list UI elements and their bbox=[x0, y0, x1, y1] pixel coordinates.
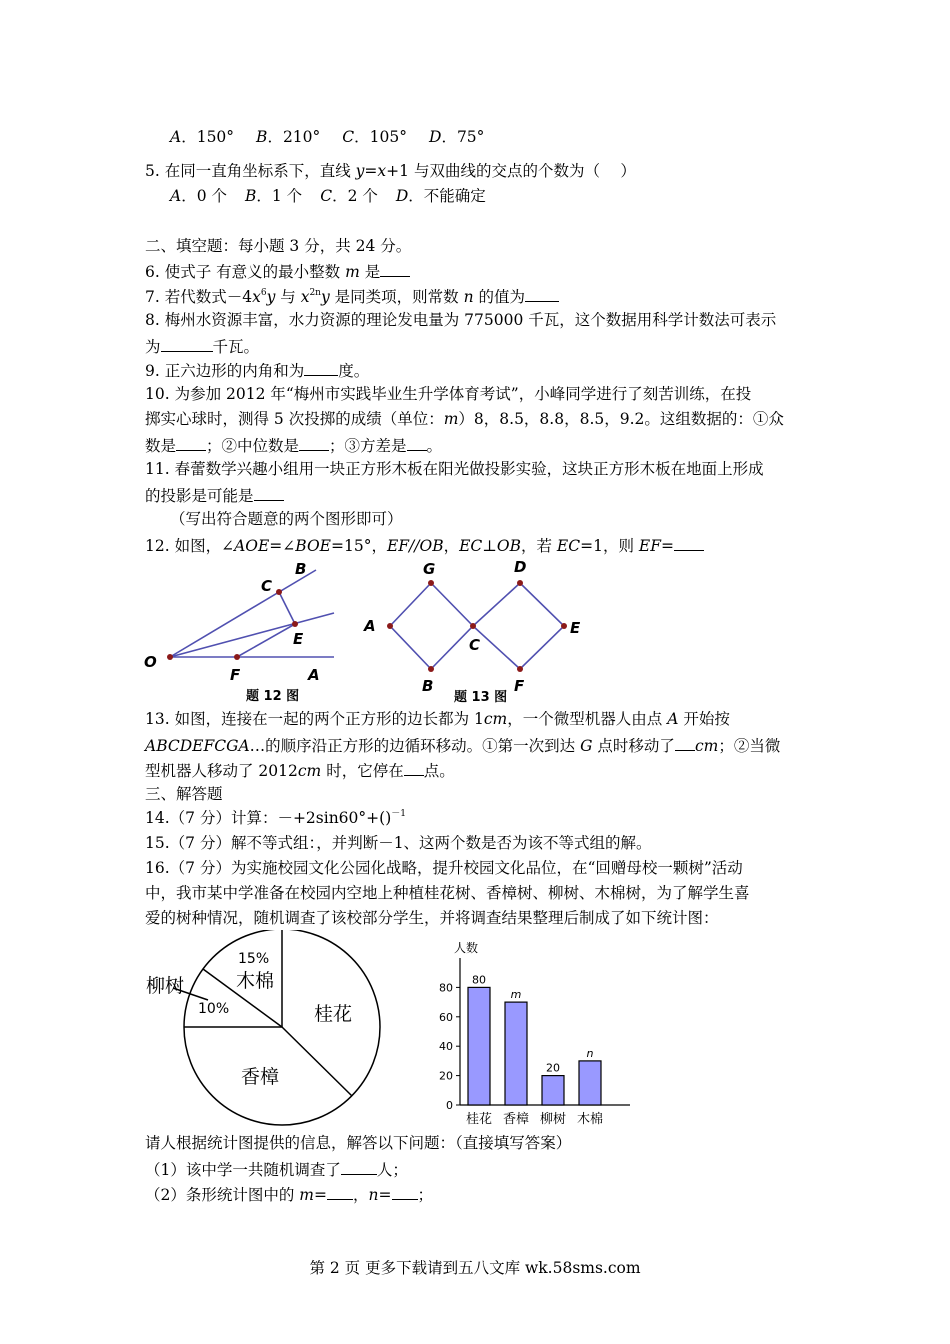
question-13-line-1: 13. 如图，连接在一起的两个正方形的边长都为 1cm，一个微型机器人由点 A 开始按 bbox=[145, 710, 730, 728]
label-a: A bbox=[364, 617, 376, 635]
question-6: 6. 使式子 有意义的最小整数 m 是 bbox=[145, 260, 410, 282]
pie-chart bbox=[140, 930, 390, 1130]
q5-options: A．0 个 B．1 个 C．2 个 D．不能确定 bbox=[170, 187, 486, 205]
y-tick-label: 40 bbox=[439, 1040, 453, 1054]
label-c: C bbox=[469, 636, 481, 654]
question-9: 9. 正六边形的内角和为 度。 bbox=[145, 359, 369, 381]
question-10-line-2: 掷实心球时，测得 5 次投掷的成绩（单位：m）8，8.5，8.8，8.5，9.2。这组数据的：①众 bbox=[145, 410, 784, 428]
section-3-heading: 三、解答题 bbox=[145, 785, 223, 803]
figure-12 bbox=[138, 556, 338, 704]
point-g bbox=[428, 580, 434, 586]
label-f: F bbox=[514, 677, 525, 695]
figure-13-caption: 题 13 图 bbox=[454, 690, 508, 704]
q16-part-2: （2）条形统计图中的 m= ，n= ； bbox=[145, 1183, 433, 1205]
question-16-line-2: 中，我市某中学准备在校园内空地上种植桂花树、香樟树、柳树、木棉树，为了解学生喜 bbox=[145, 884, 750, 902]
question-8-line-1: 8. 梅州水资源丰富，水力资源的理论发电量为 775000 千瓦，这个数据用科学计数法可表示 bbox=[145, 311, 777, 329]
y-tick-label: 20 bbox=[439, 1069, 453, 1083]
bar-chart-ylabel: 人数 bbox=[454, 941, 479, 955]
answer-blank bbox=[341, 1158, 377, 1175]
answer-blank bbox=[161, 335, 213, 352]
label-c: C bbox=[261, 577, 273, 595]
answer-blank bbox=[407, 434, 427, 451]
question-11-line-1: 11. 春蕾数学兴趣小组用一块正方形木板在阳光做投影实验，这块正方形木板在地面上形成 bbox=[145, 460, 764, 478]
y-tick-label: 0 bbox=[446, 1099, 453, 1112]
point-f bbox=[517, 666, 523, 672]
pie-label-willow: 柳树 bbox=[146, 975, 185, 997]
label-a: A bbox=[308, 666, 320, 684]
label-f: F bbox=[230, 666, 241, 684]
question-12: 12. 如图，∠AOE=∠BOE=15°，EF//OB，EC⊥OB，若 EC=1，则 EF= bbox=[145, 534, 704, 556]
bar-0 bbox=[468, 987, 490, 1105]
q16-part-1: （1）该中学一共随机调查了 人； bbox=[145, 1158, 408, 1180]
question-5: 5. 在同一直角坐标系下，直线 y=x+1 与双曲线的交点的个数为（ ） bbox=[145, 162, 636, 180]
answer-blank bbox=[176, 434, 206, 451]
label-o: O bbox=[144, 653, 157, 671]
question-10-line-1: 10. 为参加 2012 年“梅州市实践毕业生升学体育考试”，小峰同学进行了刻苦训练，在投 bbox=[145, 385, 752, 403]
question-13-line-2: ABCDEFCGA…的顺序沿正方形的边循环移动。①第一次到达 G 点时移动了 cm；②当微 bbox=[145, 734, 780, 756]
bar-data-label: n bbox=[586, 1046, 594, 1060]
answer-blank bbox=[675, 734, 695, 751]
pie-percent-kapok: 15% bbox=[238, 951, 270, 967]
bar-data-label: m bbox=[510, 988, 522, 1002]
pie-label-osmanthus: 桂花 bbox=[314, 1003, 353, 1025]
answer-blank bbox=[392, 1183, 418, 1200]
answer-blank bbox=[674, 534, 704, 551]
question-16-line-1: 16.（7 分）为实施校园文化公园化战略，提升校园文化品位，在“回赠母校一颗树”活动 bbox=[145, 859, 743, 877]
y-tick-label: 80 bbox=[439, 981, 453, 995]
label-b: B bbox=[295, 560, 307, 578]
point-c bbox=[276, 589, 282, 595]
pie-label-camphor: 香樟 bbox=[241, 1066, 280, 1088]
x-category-label: 桂花 bbox=[465, 1112, 493, 1127]
question-7: 7. 若代数式$-4x^6y$ 与 $x^{2n}y$ 是同类项，则常数 n 的值为 bbox=[145, 285, 559, 307]
pie-label-kapok: 木棉 bbox=[236, 970, 275, 992]
label-e: E bbox=[293, 630, 304, 648]
section-2-heading: 二、填空题：每小题 3 分，共 24 分。 bbox=[145, 237, 412, 255]
answer-blank bbox=[380, 260, 410, 277]
x-category-label: 木棉 bbox=[576, 1112, 604, 1127]
line-oe bbox=[170, 613, 334, 657]
segment-ef bbox=[237, 624, 295, 657]
bar-data-label: 20 bbox=[546, 1061, 560, 1075]
question-13-line-3: 型机器人移动了 2012cm 时，它停在 点。 bbox=[145, 759, 455, 781]
bar-chart bbox=[430, 938, 640, 1134]
question-11-line-3: （写出符合题意的两个图形即可） bbox=[170, 510, 403, 528]
page-footer: 第 2 页 更多下载请到五八文库 wk.58sms.com bbox=[309, 1259, 641, 1277]
answer-blank bbox=[404, 759, 424, 776]
label-e: E bbox=[570, 619, 581, 637]
point-c bbox=[470, 623, 476, 629]
y-tick-label: 60 bbox=[439, 1010, 453, 1024]
answer-blank bbox=[254, 484, 284, 501]
x-category-label: 香樟 bbox=[502, 1112, 530, 1127]
q4-options: A．150° B．210° C．105° D．75° bbox=[170, 128, 485, 146]
label-g: G bbox=[423, 560, 436, 578]
square-left bbox=[390, 583, 473, 669]
label-d: D bbox=[514, 558, 527, 576]
point-e bbox=[292, 621, 298, 627]
bar-data-label: 80 bbox=[472, 973, 486, 987]
point-f bbox=[234, 654, 240, 660]
question-8-line-2: 为 千瓦。 bbox=[145, 335, 259, 357]
answer-blank bbox=[304, 359, 338, 376]
bar-2 bbox=[542, 1076, 564, 1105]
point-a bbox=[387, 623, 393, 629]
q16-instructions: 请人根据统计图提供的信息，解答以下问题：（直接填写答案） bbox=[145, 1134, 572, 1152]
point-d bbox=[517, 580, 523, 586]
figure-12-caption: 题 12 图 bbox=[246, 689, 300, 704]
square-right bbox=[473, 583, 564, 669]
question-11-line-2: 的投影是可能是 bbox=[145, 484, 284, 506]
pie-percent-willow: 10% bbox=[198, 1001, 230, 1017]
figure-13 bbox=[360, 556, 596, 704]
answer-blank bbox=[327, 1183, 353, 1200]
bar-1 bbox=[505, 1002, 527, 1105]
point-o bbox=[167, 654, 173, 660]
segment-ce bbox=[279, 592, 295, 624]
point-e bbox=[561, 623, 567, 629]
point-b bbox=[428, 666, 434, 672]
bar-3 bbox=[579, 1061, 601, 1105]
question-15: 15.（7 分）解不等式组：，并判断－1、这两个数是否为该不等式组的解。 bbox=[145, 834, 652, 852]
question-14: 14.（7 分）计算：－+2sin60°+()$^{-1}$ bbox=[145, 809, 406, 827]
question-10-line-3: 数是 ；②中位数是 ；③方差是 。 bbox=[145, 434, 442, 456]
answer-blank bbox=[299, 434, 329, 451]
question-16-line-3: 爱的树种情况，随机调查了该校部分学生，并将调查结果整理后制成了如下统计图： bbox=[145, 909, 719, 927]
answer-blank bbox=[525, 285, 559, 302]
x-category-label: 柳树 bbox=[539, 1112, 567, 1127]
label-b: B bbox=[422, 677, 434, 695]
